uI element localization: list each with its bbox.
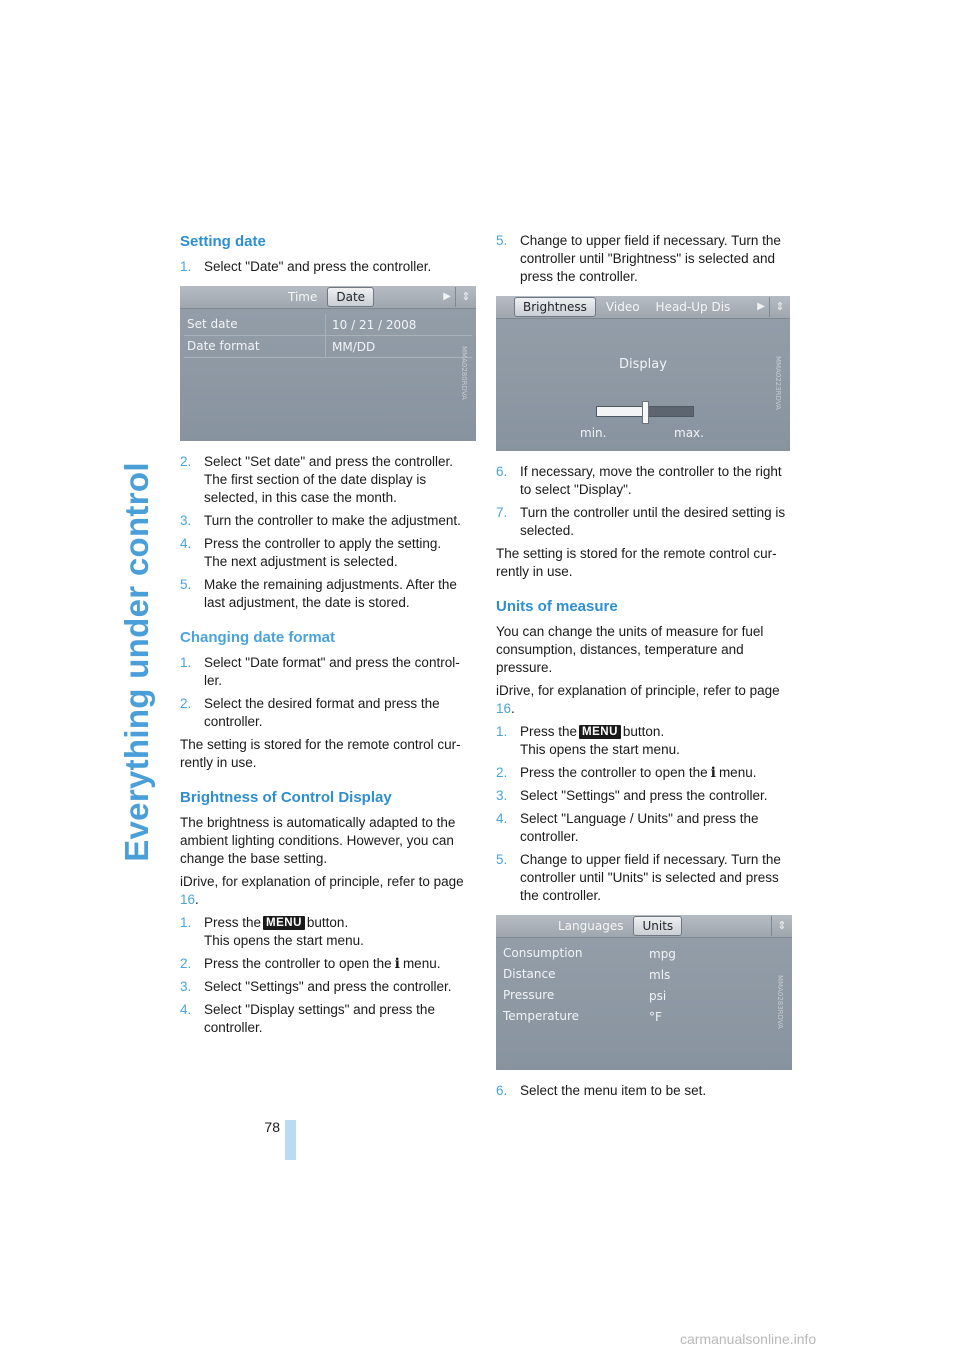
watermark: carmanualsonline.info <box>680 1331 817 1347</box>
units-rows <box>500 943 788 1027</box>
page-link[interactable]: 16 <box>180 892 196 907</box>
up-down-icon[interactable]: ⇕ <box>455 287 476 307</box>
row-value: MM/DD <box>332 339 376 354</box>
step-number: 5. <box>180 577 192 592</box>
step-text: Turn the controller to make the adjustment. <box>204 513 461 528</box>
step-number: 1. <box>180 259 192 274</box>
step-number: 4. <box>180 536 192 551</box>
step-number: 6. <box>496 464 508 479</box>
step-subtext: This opens the start menu. <box>520 742 680 757</box>
units-intro: You can change the units of measure for fuel consumption, distances, temperature and pressure. <box>496 624 764 675</box>
screen-tab-bar <box>496 915 792 938</box>
brightness-screen <box>496 296 790 451</box>
units-step6 <box>496 1082 792 1100</box>
step-text: Press the <box>204 915 262 930</box>
step-text: Select "Set date" and press the controller. <box>204 454 453 469</box>
section-brightness <box>180 788 476 1037</box>
list-item <box>180 978 476 996</box>
row-label: Temperature <box>503 1009 580 1023</box>
step-text: Change to upper field if necessary. Turn the controller until "Units" is selected and press the controller. <box>520 852 781 903</box>
changing-format-steps <box>180 654 476 731</box>
step-text: If necessary, move the controller to the right to select "Display". <box>520 464 782 497</box>
image-code: MMA0223RDVA <box>774 356 782 410</box>
image-code: MMA0280RDVA <box>460 346 468 400</box>
step-text: Turn the controller until the desired setting is selected. <box>520 505 786 538</box>
left-column <box>180 232 476 1042</box>
page-number: 78 <box>264 1119 280 1135</box>
list-item <box>180 695 476 731</box>
list-item <box>496 810 792 846</box>
step-subtext: This opens the start menu. <box>204 933 364 948</box>
table-row[interactable] <box>500 985 788 1006</box>
slider-knob[interactable] <box>642 401 649 424</box>
step-text: Select the menu item to be set. <box>520 1083 707 1098</box>
tab-languages[interactable]: Languages <box>558 919 624 933</box>
row-label: Pressure <box>503 988 555 1002</box>
row-value: mls <box>649 967 671 982</box>
menu-button-icon: MENU <box>579 725 621 739</box>
tab-video[interactable]: Video <box>605 300 640 314</box>
slider-max-label: max. <box>674 426 704 440</box>
arrow-right-icon[interactable]: ▶ <box>443 291 451 302</box>
step-number: 2. <box>496 765 508 780</box>
step-text: Select the desired format and press the controller. <box>204 696 440 729</box>
table-row[interactable] <box>184 336 472 358</box>
step-number: 2. <box>180 454 192 469</box>
list-item <box>180 535 476 571</box>
list-item <box>496 787 792 805</box>
table-row[interactable] <box>500 964 788 985</box>
list-item <box>496 463 792 499</box>
list-item <box>496 764 792 782</box>
setting-date-steps <box>180 453 476 612</box>
tab-date[interactable]: Date <box>327 287 374 307</box>
setting-date-step1 <box>180 258 476 276</box>
row-label: Distance <box>503 967 556 981</box>
brightness-step5 <box>496 232 792 286</box>
section-changing-date-format <box>180 628 476 772</box>
step-number: 1. <box>180 655 192 670</box>
list-item <box>180 576 476 612</box>
step-text: Press the controller to open the <box>520 765 708 780</box>
list-item <box>180 258 476 276</box>
slider-min-label: min. <box>580 426 607 440</box>
units-idrive-ref: iDrive, for explanation of principle, refer to page 16. <box>496 683 780 716</box>
tab-brightness[interactable]: Brightness <box>514 297 596 317</box>
step-number: 6. <box>496 1083 508 1098</box>
up-down-icon[interactable]: ⇕ <box>769 297 790 317</box>
table-row[interactable] <box>500 1006 788 1027</box>
row-label: Set date <box>184 314 326 335</box>
side-chapter-title <box>112 232 162 1092</box>
up-down-icon[interactable]: ⇕ <box>771 916 792 936</box>
tab-head-up-display[interactable]: Head-Up Dis <box>655 300 731 314</box>
tab-time[interactable]: Time <box>288 290 318 304</box>
row-value: °F <box>649 1009 662 1024</box>
brightness-steps-cont <box>496 463 792 540</box>
table-row[interactable] <box>500 943 788 964</box>
page-number-bar <box>285 1120 296 1160</box>
units-steps <box>496 723 792 905</box>
step-text: Select "Display settings" and press the controller. <box>204 1002 435 1035</box>
step-number: 7. <box>496 505 508 520</box>
display-label: Display <box>619 357 667 372</box>
step-number: 3. <box>180 513 192 528</box>
changing-format-note: The setting is stored for the remote control cur-rently in use. <box>180 737 461 770</box>
brightness-slider[interactable] <box>596 406 694 417</box>
heading-setting-date: Setting date <box>180 233 266 250</box>
screen-tab-bar <box>180 286 476 309</box>
row-label: Date format <box>184 336 326 357</box>
step-text: button. <box>622 724 665 739</box>
list-item <box>180 453 476 507</box>
step-number: 2. <box>180 696 192 711</box>
units-screen <box>496 915 792 1070</box>
list-item <box>496 1082 792 1100</box>
section-units <box>496 597 792 1100</box>
image-code: MMA0283RDVA <box>776 975 784 1029</box>
step-number: 4. <box>496 811 508 826</box>
heading-units: Units of measure <box>496 598 618 615</box>
menu-button-icon: MENU <box>263 916 305 930</box>
step-number: 4. <box>180 1002 192 1017</box>
list-item <box>180 512 476 530</box>
idrive-ref-text: iDrive, for explanation of principle, refer to page <box>496 683 780 698</box>
step-text: Change to upper field if necessary. Turn the controller until "Brightness" is selected and press the controller. <box>520 233 781 284</box>
slider-fill <box>597 407 645 416</box>
page-link[interactable]: 16 <box>496 701 512 716</box>
step-number: 1. <box>496 724 508 739</box>
step-text: menu. <box>402 956 441 971</box>
heading-brightness: Brightness of Control Display <box>180 789 392 806</box>
list-item <box>496 723 792 759</box>
row-label: Consumption <box>503 946 583 960</box>
list-item <box>180 1001 476 1037</box>
list-item <box>496 851 792 905</box>
brightness-intro: The brightness is automatically adapted to the ambient lighting conditions. However, you can change the base setting. <box>180 815 456 866</box>
step-text: Select "Language / Units" and press the controller. <box>520 811 759 844</box>
step-text: menu. <box>718 765 757 780</box>
step-text: Select "Settings" and press the controller. <box>520 788 768 803</box>
list-item <box>180 955 476 973</box>
idrive-ref-text: iDrive, for explanation of principle, refer to page <box>180 874 464 889</box>
info-icon: i <box>394 956 400 972</box>
list-item <box>180 914 476 950</box>
step-text: Select "Date format" and press the control-ler. <box>204 655 460 688</box>
step-number: 5. <box>496 233 508 248</box>
step-text: Press the controller to apply the setting. <box>204 536 442 551</box>
step-text: Make the remaining adjustments. After the last adjustment, the date is stored. <box>204 577 457 610</box>
list-item <box>496 232 792 286</box>
arrow-right-icon[interactable]: ▶ <box>757 301 765 312</box>
step-text: Select "Settings" and press the controller. <box>204 979 452 994</box>
step-number: 3. <box>180 979 192 994</box>
step-subtext: The next adjustment is selected. <box>204 554 398 569</box>
date-settings-screen <box>180 286 476 441</box>
row-value: psi <box>649 988 667 1003</box>
brightness-idrive-ref: iDrive, for explanation of principle, refer to page 16. <box>180 874 464 907</box>
row-value: mpg <box>649 946 676 961</box>
table-row[interactable] <box>184 314 472 336</box>
brightness-note: The setting is stored for the remote control cur-rently in use. <box>496 546 777 579</box>
info-icon: i <box>710 765 716 781</box>
tab-units[interactable]: Units <box>633 916 682 936</box>
right-column <box>496 232 792 1105</box>
step-number: 1. <box>180 915 192 930</box>
step-text: Select "Date" and press the controller. <box>204 259 432 274</box>
side-chapter-title-text: Everything under control <box>118 462 156 862</box>
step-number: 2. <box>180 956 192 971</box>
step-text: button. <box>306 915 349 930</box>
list-item <box>180 654 476 690</box>
screen-tab-bar <box>496 296 790 319</box>
step-subtext: The first section of the date display is selected, in this case the month. <box>204 472 427 505</box>
step-text: Press the <box>520 724 578 739</box>
list-item <box>496 504 792 540</box>
row-value: 10 / 21 / 2008 <box>332 317 417 332</box>
heading-changing-date-format: Changing date format <box>180 629 336 646</box>
step-text: Press the controller to open the <box>204 956 392 971</box>
step-number: 5. <box>496 852 508 867</box>
brightness-steps <box>180 914 476 1037</box>
step-number: 3. <box>496 788 508 803</box>
date-rows <box>184 314 472 358</box>
